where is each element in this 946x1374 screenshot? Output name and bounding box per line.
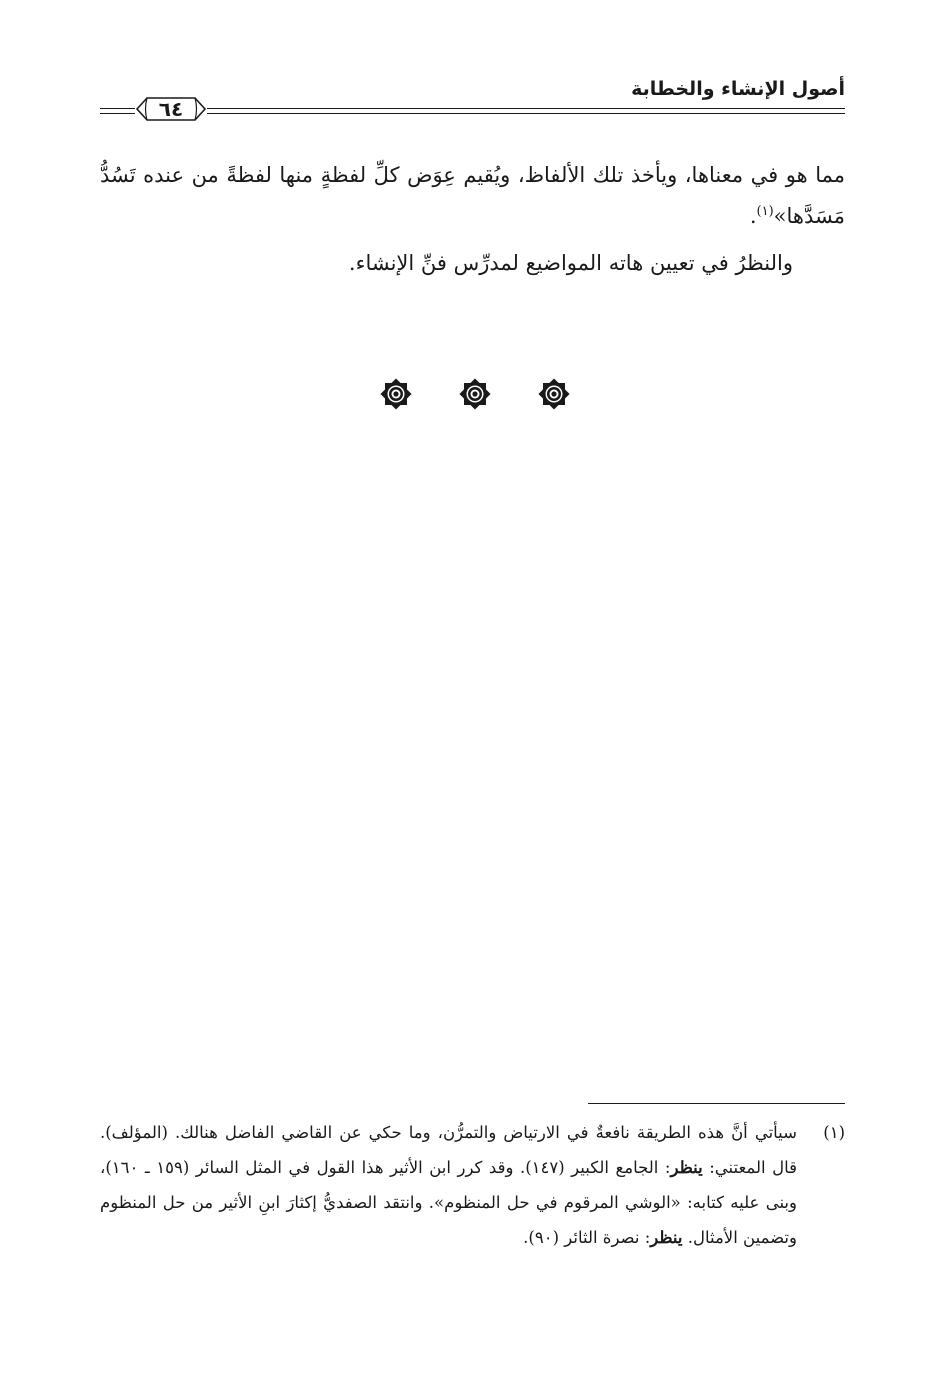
- footnote-marker: (١): [823, 1123, 845, 1142]
- octagram-rosette-icon: [380, 378, 412, 410]
- page-number: ٦٤: [158, 97, 184, 121]
- footnote-separator: [588, 1103, 845, 1104]
- header-rule-top: [100, 108, 845, 109]
- paragraph-1: [100, 155, 845, 237]
- header-rule-bottom: [100, 113, 845, 114]
- footnote-text-part-3: : نصرة الثائر (٩٠).: [523, 1228, 651, 1247]
- footnote: [100, 1115, 845, 1255]
- octagram-rosette-icon: [538, 378, 570, 410]
- paragraph-1-text: مما هو في معناها، ويأخذ تلك الألفاظ، ويُقيم عِوَض كلِّ لفظةٍ منها لفظةً من عنده تَسُدُّ مَسَدَّها»: [100, 163, 845, 228]
- footnote-text-part-1: سيأتي أنَّ هذه الطريقة نافعةٌ في الارتياض والتمرُّن، وما حكي عن القاضي الفاضل هنالك. (المؤلف). قال المعتني:: [100, 1123, 797, 1177]
- footnote-text-part-2: : الجامع الكبير (١٤٧). وقد كرر ابن الأثير هذا القول في المثل السائر (١٥٩ ـ ١٦٠)، وبنى عليه كتابه: «الوشي المرقوم في حل المنظوم». وانتقد الصفديُّ إكثارَ ابنِ الأثير من حل المنظوم وتضمين الأمثال.: [100, 1158, 797, 1247]
- page-number-frame: [135, 92, 207, 126]
- footnote-text: [100, 1115, 797, 1255]
- footnote-see-1: ينظر: [670, 1158, 703, 1177]
- running-title: أصول الإنشاء والخطابة: [631, 78, 845, 100]
- footnote-reference: (١): [756, 204, 774, 219]
- footnote-see-2: ينظر: [650, 1228, 683, 1247]
- section-divider: [380, 378, 570, 418]
- paragraph-2: والنظرُ في تعيين هاته المواضيع لمدرِّس فنِّ الإنشاء.: [348, 251, 793, 275]
- page-header: [100, 70, 845, 130]
- octagram-rosette-icon: [459, 378, 491, 410]
- main-text: [100, 155, 845, 284]
- paragraph-1-end: .: [749, 204, 757, 228]
